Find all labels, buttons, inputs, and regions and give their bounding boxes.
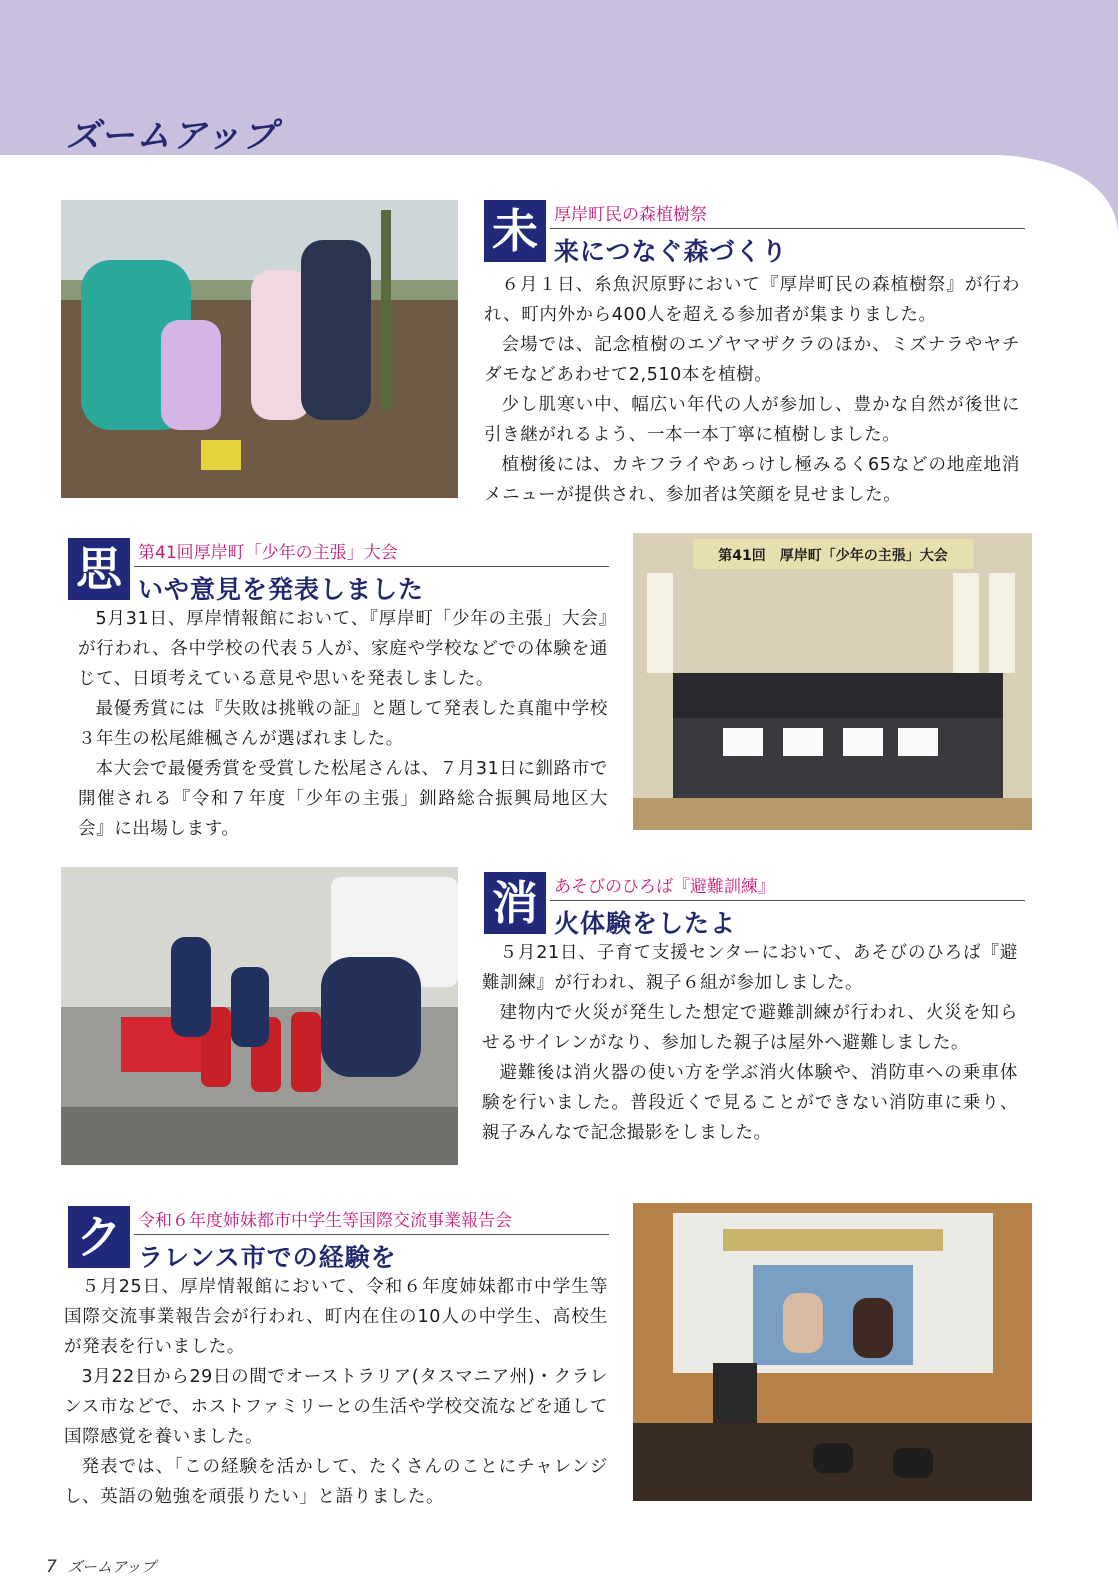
article-body-tree-planting — [484, 270, 1020, 510]
article-subtitle: 厚岸町民の森植樹祭 — [554, 205, 707, 225]
article-header-exchange-report — [68, 1206, 613, 1276]
fire-drill-photo — [61, 867, 458, 1165]
section-title: ズームアップ — [66, 116, 278, 156]
footer-label: ズームアップ — [67, 1558, 156, 1576]
article-headline: 来につなぐ森づくり — [554, 237, 788, 266]
article-body-fire-drill — [482, 938, 1018, 1148]
article-body-exchange-report — [64, 1272, 608, 1512]
article-header-fire-drill — [484, 872, 1029, 942]
paragraph: 避難後は消火器の使い方を学ぶ消火体験や、消防車への乗車体験を行いました。普段近くで見ることができない消防車に乗り、親子みんなで記念撮影をしました。 — [482, 1063, 1018, 1143]
paragraph: 発表では、「この経験を活かして、たくさんのことにチャレンジし、英語の勉強を頑張りたい」と語りました。 — [64, 1457, 608, 1507]
paragraph: 植樹後には、カキフライやあっけし極みるく65などの地産地消メニューが提供され、参加者は笑顔を見せました。 — [484, 455, 1020, 505]
article-subtitle: 第41回厚岸町「少年の主張」大会 — [138, 543, 398, 563]
header-rule — [550, 228, 1025, 229]
headline-initial: 消 — [484, 872, 546, 934]
article-subtitle: 令和６年度姉妹都市中学生等国際交流事業報告会 — [138, 1211, 512, 1231]
paragraph: 本大会で最優秀賞を受賞した松尾さんは、７月31日に釧路市で開催される『令和７年度「少年の主張」釧路総合振興局地区大会』に出場します。 — [78, 759, 608, 839]
page-number: 7 — [46, 1557, 57, 1577]
page-footer — [46, 1556, 156, 1577]
exchange-report-photo — [633, 1203, 1032, 1501]
tree-planting-photo — [61, 200, 458, 498]
paragraph: 少し肌寒い中、幅広い年代の人が参加し、豊かな自然が後世に引き継がれるよう、一本一本丁寧に植樹しました。 — [484, 395, 1020, 445]
headline-initial: 未 — [484, 200, 546, 262]
paragraph: 3月22日から29日の間でオーストラリア(タスマニア州)・クラレンス市などで、ホストファミリーとの生活や学校交流などを通して国際感覚を養いました。 — [64, 1367, 608, 1447]
paragraph: ６月１日、糸魚沢原野において『厚岸町民の森植樹祭』が行われ、町内外から400人を超える参加者が集まりました。 — [484, 275, 1020, 325]
article-headline: いや意見を発表しました — [138, 575, 425, 604]
paragraph: ５月21日、子育て支援センターにおいて、あそびのひろば『避難訓練』が行われ、親子６組が参加しました。 — [482, 943, 1018, 993]
paragraph: ５月25日、厚岸情報館において、令和６年度姉妹都市中学生等国際交流事業報告会が行われ、町内在住の10人の中学生、高校生が発表を行いました。 — [64, 1277, 608, 1357]
article-headline: ラレンス市での経験を — [138, 1243, 397, 1272]
paragraph: 建物内で火災が発生した想定で避難訓練が行われ、火災を知らせるサイレンがなり、参加した親子は屋外へ避難しました。 — [482, 1003, 1018, 1053]
paragraph: 最優秀賞には『失敗は挑戦の証』と題して発表した真龍中学校３年生の松尾維楓さんが選ばれました。 — [78, 699, 608, 749]
paragraph: 5月31日、厚岸情報館において、『厚岸町「少年の主張」大会』が行われ、各中学校の代表５人が、家庭や学校などでの体験を通じて、日頃考えている意見や思いを発表しました。 — [78, 609, 608, 689]
header-rule — [134, 1234, 609, 1235]
paragraph: 会場では、記念植樹のエゾヤマザクラのほか、ミズナラやヤチダモなどあわせて2,510本を植樹。 — [484, 335, 1020, 385]
article-header-tree-planting — [484, 200, 1029, 270]
article-headline: 火体験をしたよ — [554, 909, 737, 938]
speech-contest-photo — [633, 533, 1032, 830]
article-body-youth-speech — [78, 604, 608, 844]
header-rule — [134, 566, 609, 567]
article-subtitle: あそびのひろば『避難訓練』 — [554, 877, 775, 897]
article-header-youth-speech — [68, 538, 613, 608]
header-rule — [550, 900, 1025, 901]
photo-banner-text: 第41回 厚岸町「少年の主張」大会 — [718, 548, 948, 564]
headline-initial: ク — [68, 1206, 130, 1268]
headline-initial: 思 — [68, 538, 130, 600]
